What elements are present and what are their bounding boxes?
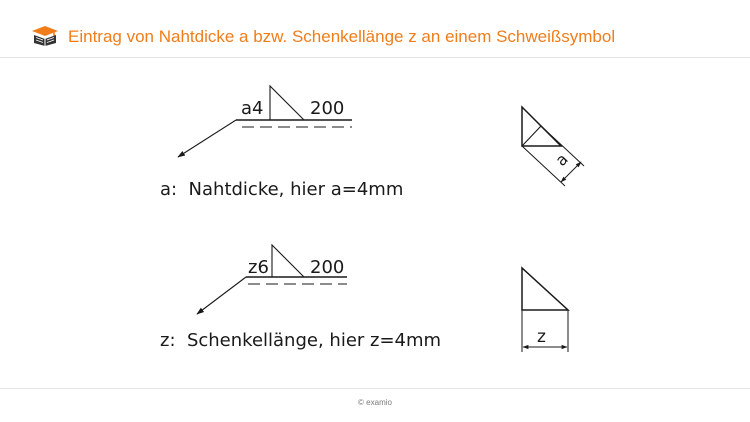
weld-symbol-z [197, 245, 347, 314]
caption-z: z: Schenkellänge, hier z=4mm [160, 330, 442, 351]
arrow-line-z [197, 277, 246, 314]
header [0, 0, 750, 56]
weld-profile-z [522, 268, 568, 310]
weld-symbol-diagram [0, 58, 750, 388]
copyright-footer: © examio [358, 398, 392, 407]
section-label-a: a [551, 149, 572, 170]
throat-line-a [522, 126, 541, 146]
dimension-label-a: a4 [241, 98, 264, 119]
section-label-z: z [537, 327, 546, 347]
arrow-line-a [178, 120, 236, 157]
page-title: Eintrag von Nahtdicke a bzw. Schenkellänge z an einem Schweißsymbol [68, 27, 616, 46]
weld-symbol-a [178, 86, 352, 157]
length-label-z: 200 [310, 257, 345, 278]
fillet-weld-symbol-a [270, 86, 304, 120]
fillet-weld-symbol-z [272, 245, 304, 277]
cross-section-a [522, 107, 584, 186]
length-label-a: 200 [310, 98, 345, 119]
footer-divider [0, 388, 750, 389]
book-cap-icon [30, 22, 60, 46]
dimension-label-z: z6 [248, 257, 269, 278]
caption-a: a: Nahtdicke, hier a=4mm [160, 179, 404, 200]
